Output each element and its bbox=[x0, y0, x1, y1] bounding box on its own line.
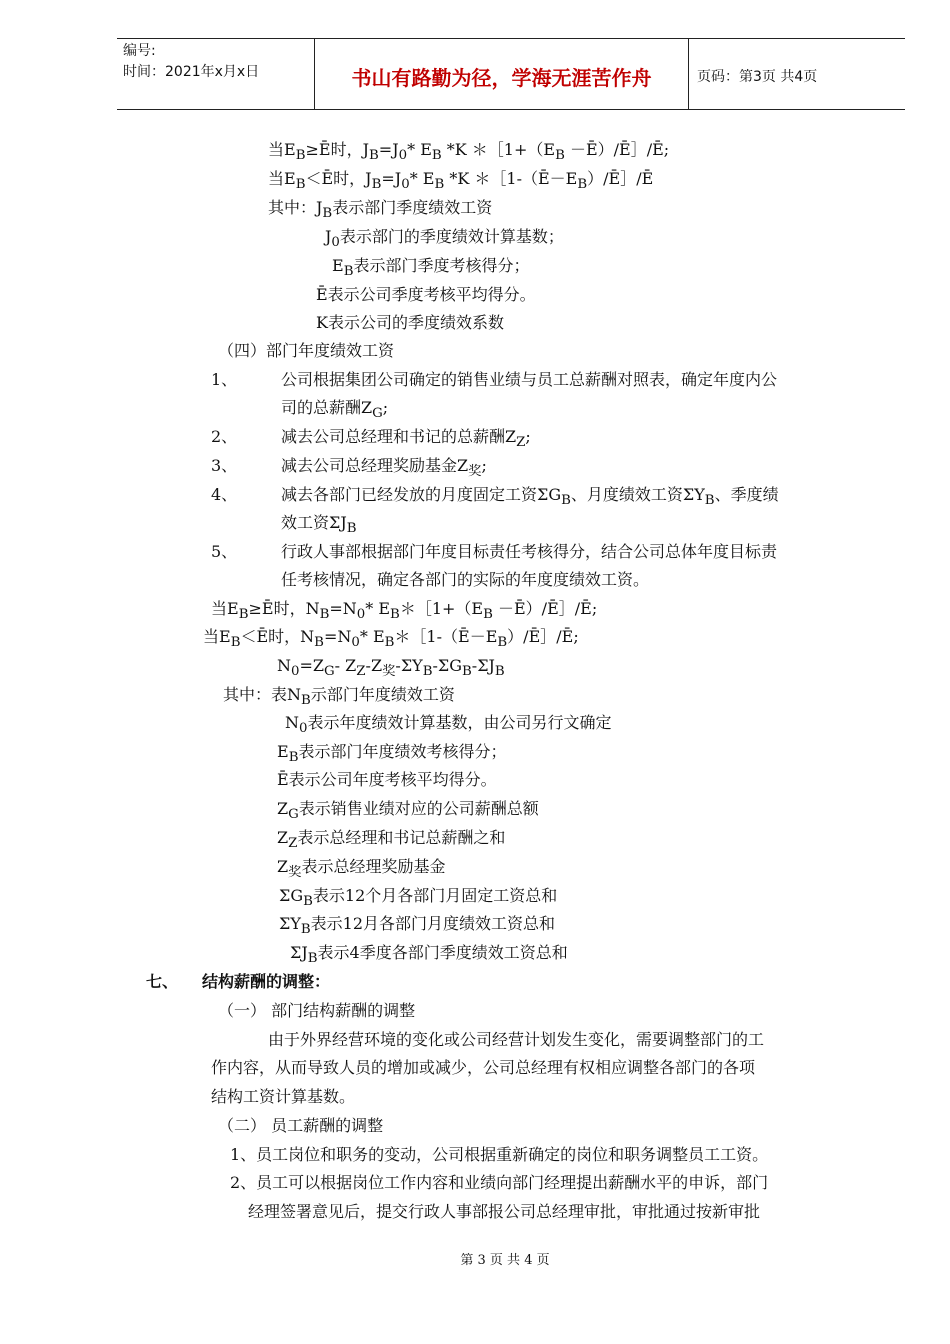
def-e-bar: Ē表示公司季度考核平均得分。 bbox=[316, 285, 536, 304]
def-sum-jb: $\Sigma J_B$表示4季度各部门季度绩效工资总和 bbox=[290, 943, 568, 967]
def-n0: $N_0$表示年度绩效计算基数，由公司另行文确定 bbox=[285, 713, 612, 737]
header-meta bbox=[117, 39, 315, 109]
list-item-1-line1: 公司根据集团公司确定的销售业绩与员工总薪酬对照表，确定年度内公 bbox=[281, 370, 778, 389]
formula-annual-ge: 当$E_B\ge Ē$时，$N_B=N_0*$ $E_B*[1+(E_B$ －Ē）/Ē］/Ē; bbox=[211, 599, 598, 623]
page-header bbox=[117, 38, 905, 110]
section-number: 七、 bbox=[146, 972, 179, 991]
list-number: 4、 bbox=[211, 485, 238, 504]
subsection-employee-heading: （二） 员工薪酬的调整 bbox=[218, 1116, 384, 1135]
def-k: K表示公司的季度绩效系数 bbox=[316, 313, 504, 332]
def-z-bonus: $Z_奖$表示总经理奖励基金 bbox=[277, 857, 446, 881]
def-sum-yb: $\Sigma Y_B$表示12月各部门月度绩效工资总和 bbox=[279, 914, 556, 938]
list-number: 1、 bbox=[211, 370, 238, 389]
page-footer: 第 3 页 共 4 页 bbox=[460, 1253, 550, 1268]
def-j0: $J_0$表示部门的季度绩效计算基数； bbox=[325, 227, 564, 251]
def-eb: $E_B$表示部门季度考核得分； bbox=[332, 256, 530, 280]
section-seven-title: 结构薪酬的调整： bbox=[202, 972, 331, 991]
header-page-label: 页码：第3页 共4页 bbox=[697, 69, 818, 85]
para-employee-1: 1、员工岗位和职务的变动，公司根据重新确定的岗位和职务调整员工工资。 bbox=[230, 1145, 769, 1164]
formula-quarter-lt: 当$E_B<Ē$时，$J_B=J_0*$ $E_B$ *K $*[1-(Ē-E_B)/Ē]/Ē$ bbox=[268, 169, 654, 193]
para-dept-line2: 作内容，从而导致人员的增加或减少，公司总经理有权相应调整各部门的各项 bbox=[211, 1058, 756, 1077]
formula-annual-lt: 当$E_B<Ē$时，$N_B=N_0*$ $E_B*[1-(Ē-E_B)/Ē]/Ē$; bbox=[203, 627, 579, 651]
list-item-5-line2: 任考核情况，确定各部门的实际的年度度绩效工资。 bbox=[281, 570, 650, 589]
time-label: 时间：2021年x月x日 bbox=[123, 64, 260, 80]
para-employee-2-line2: 经理签署意见后，提交行政人事部报公司总经理审批，审批通过按新审批 bbox=[248, 1202, 761, 1221]
formula-quarter-ge: 当$E_B\ge Ē$时，$J_B=J_0*$ $E_B$ *K $*[1+(E_B$ －Ē）/Ē］/Ē; bbox=[268, 140, 670, 164]
subsection-dept-heading: （一） 部门结构薪酬的调整 bbox=[218, 1001, 416, 1020]
def-nb: 其中：表$N_B$示部门年度绩效工资 bbox=[223, 685, 455, 709]
def-eb-annual: $E_B$表示部门年度绩效考核得分； bbox=[277, 742, 507, 766]
def-zg: $Z_G$表示销售业绩对应的公司薪酬总额 bbox=[277, 799, 539, 823]
def-jb: 其中：$J_B$表示部门季度绩效工资 bbox=[268, 198, 493, 222]
list-number: 2、 bbox=[211, 427, 238, 446]
para-employee-2-line1: 2、员工可以根据岗位工作内容和业绩向部门经理提出薪酬水平的申诉，部门 bbox=[230, 1173, 769, 1192]
list-item-2: 减去公司总经理和书记的总薪酬$Z_Z$; bbox=[281, 427, 531, 451]
list-item-5-line1: 行政人事部根据部门年度目标责任考核得分，结合公司总体年度目标责 bbox=[281, 542, 778, 561]
para-dept-line1: 由于外界经营环境的变化或公司经营计划发生变化，需要调整部门的工 bbox=[268, 1030, 765, 1049]
def-e-bar-annual: Ē表示公司年度考核平均得分。 bbox=[277, 770, 497, 789]
list-number: 3、 bbox=[211, 456, 238, 475]
list-item-4-line2: 效工资$\Sigma J_B$ bbox=[281, 513, 357, 537]
def-sum-gb: $\Sigma G_B$表示12个月各部门月固定工资总和 bbox=[279, 886, 558, 910]
list-number: 5、 bbox=[211, 542, 238, 561]
list-item-3: 减去公司总经理奖励基金$Z_奖$; bbox=[281, 456, 487, 480]
section-annual-heading: （四）部门年度绩效工资 bbox=[218, 341, 395, 360]
list-item-4-line1: 减去各部门已经发放的月度固定工资$\Sigma G_B$、月度绩效工资$\Sigma Y_B$、季度绩 bbox=[281, 485, 779, 509]
header-motto: 书山有路勤为径，学海无涯苦作舟 bbox=[315, 39, 689, 109]
def-zz: $Z_Z$表示总经理和书记总薪酬之和 bbox=[277, 828, 506, 852]
para-dept-line3: 结构工资计算基数。 bbox=[211, 1087, 356, 1106]
list-item-1-line2: 司的总薪酬$Z_G$; bbox=[281, 398, 389, 422]
number-label: 编号: bbox=[123, 43, 156, 59]
formula-n0: $N_0=Z_G-$ $Z_Z-Z_奖-\Sigma Y_B-\Sigma G_B-\Sigma J_B$ bbox=[277, 656, 505, 680]
